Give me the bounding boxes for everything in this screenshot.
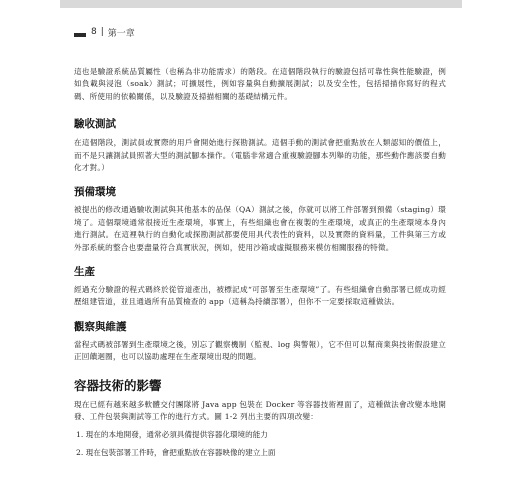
running-head [74, 24, 135, 40]
page-number: 8 [91, 27, 97, 37]
header-separator: | [100, 27, 104, 37]
change-list [74, 429, 446, 459]
chapter-label: 第一章 [107, 28, 135, 39]
section-heading-staging: 預備環境 [74, 186, 116, 199]
list-item: 1. 現在的本地開發，通常必須具備提供容器化環境的能力 [76, 429, 268, 439]
section-heading-observe: 觀察與維護 [74, 320, 127, 333]
section-heading-acceptance: 驗收測試 [74, 118, 116, 131]
section-heading-production: 生產 [74, 266, 95, 279]
section-paragraph-acceptance: 在這個階段，測試員或實際的用戶會開始進行探勘測試。這個手動的測試會把重點放在人類認知的價值上，而不是只讓測試員照著大型的測試腳本操作。（電腦非常適合重複驗證腳本列舉的功能，那些動作應該要自動化才對。） [74, 138, 446, 173]
header-bar-mark [74, 33, 86, 37]
page-body [74, 66, 446, 459]
section-heading-containers: 容器技術的影響 [74, 377, 162, 393]
section-paragraph-staging: 被提出的修改通過驗收測試與其他基本的品保（QA）測試之後，你就可以將工件部署到預備（staging）環境了。這個環境通常很接近生產環境，事實上，有些組織也會在複製的生產環境，或真正的生產環境本身內進行測試。在這裡執行的自動化或探勘測試都要使用具代表性的資料，以及實際的資料量，工件與第三方或外部系統的整合也要盡量符合真實狀況，例如，使用沙箱或虛擬服務來模仿相關服務的特徵。 [74, 205, 446, 252]
section-paragraph-observe: 當程式碼被部署到生產環境之後，別忘了觀察機制（監視、log 與警報），它不但可以幫商業與技術假設建立正回饋迴圈，也可以協助處理在生產環境出現的問題。 [74, 339, 446, 362]
page-top-strip [60, 0, 462, 8]
list-item: 2. 現在包裝部署工件時，會把重點放在容器映像的建立上面 [76, 447, 276, 457]
section-paragraph-production: 經過充分驗證的程式碼終於從管道產出，被標記成“可部署至生產環境”了。有些組織會自動部署已經成功經歷組建管道，並且通過所有品質檢查的 app（這稱為持續部署），但你不一定要採取這種做法。 [74, 285, 446, 307]
intro-paragraph: 這也是驗證系統品質屬性（也稱為非功能需求）的階段。在這個階段執行的驗證包括可靠性與性能驗證，例如負載與浸泡（soak）測試；可擴展性，例如容量與自動擴展測試；以及安全性，包括掃描你寫好的程式碼、所使用的依賴關係，以及驗證及掃描相關的基礎結構元件。 [74, 67, 446, 101]
section-paragraph-containers: 現在已經有越來越多軟體交付團隊將 Java app 包裝在 Docker 等容器技術裡面了，這種做法會改變本地開發、工件包裝與測試等工作的進行方式。圖 1-2 列出主要的四項改變： [74, 399, 446, 422]
